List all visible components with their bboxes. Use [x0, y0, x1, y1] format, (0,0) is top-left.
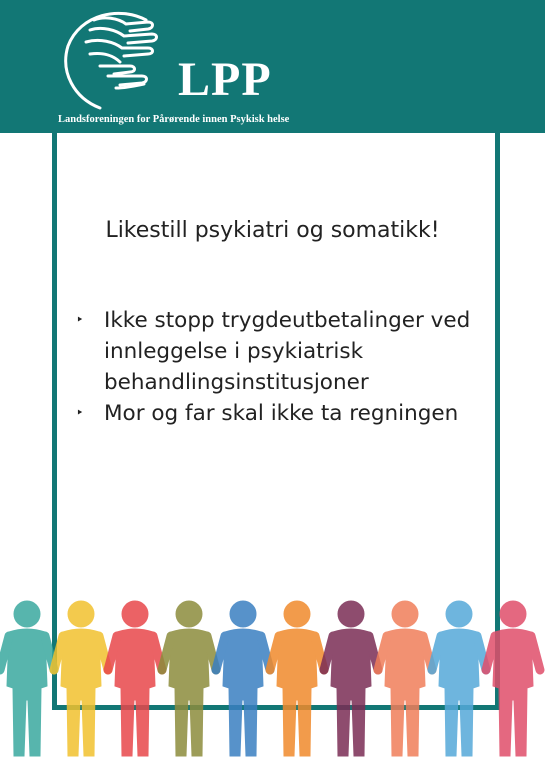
bullet-icon: ‣	[76, 313, 84, 328]
bullet-text: Mor og far skal ikke ta regningen	[104, 401, 459, 426]
person-figure	[216, 601, 270, 756]
logo-text: LPP	[178, 53, 272, 106]
hands-logo-icon	[60, 6, 176, 114]
bullet-icon: ‣	[76, 406, 84, 421]
person-figure	[108, 601, 162, 756]
page-title: Likestill psykiatri og somatikk!	[105, 218, 440, 243]
person-figure	[324, 601, 378, 756]
person-figure	[0, 601, 54, 756]
bullet-list	[70, 305, 480, 429]
list-item	[70, 305, 480, 398]
person-figure	[486, 601, 540, 756]
organization-name: Landsforeningen for Pårørende innen Psykisk helse	[58, 114, 290, 125]
person-figure	[54, 601, 108, 756]
list-item	[70, 398, 480, 429]
person-figure	[162, 601, 216, 756]
bullet-text: Ikke stopp trygdeutbetalinger ved innleggelse i psykiatrisk behandlingsinstitusjoner	[104, 308, 471, 395]
person-figure	[270, 601, 324, 756]
person-figure	[378, 601, 432, 756]
person-figure	[432, 601, 486, 756]
people-chain-icon	[0, 596, 545, 762]
header-banner	[0, 0, 545, 133]
